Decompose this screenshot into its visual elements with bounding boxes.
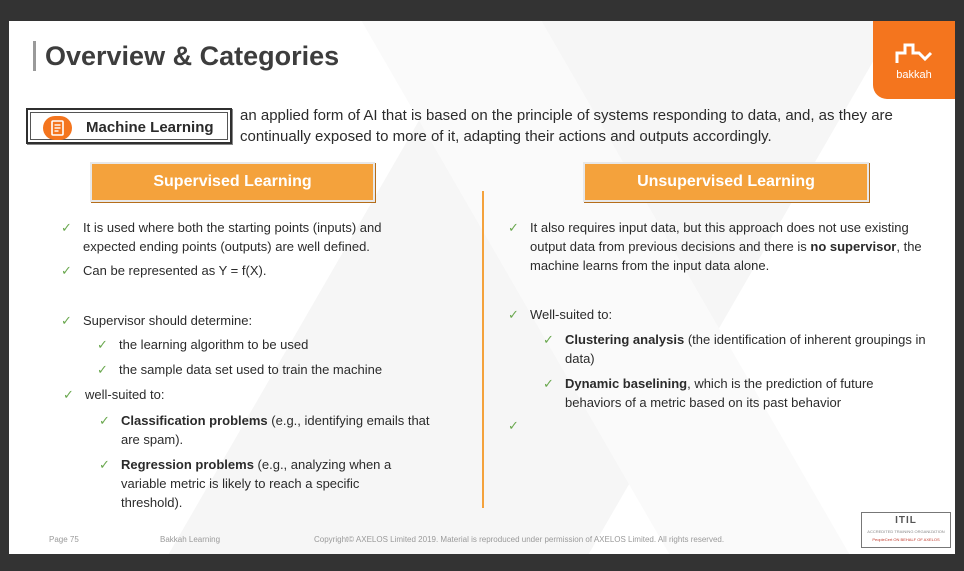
check-icon: ✓ xyxy=(508,220,519,235)
list-item: the learning algorithm to be used xyxy=(119,337,309,352)
bakkah-logo-icon xyxy=(895,39,933,65)
list-item: Dynamic baselining, which is the prediction of future behaviors of a metric based on its past behavior xyxy=(565,376,874,410)
list-item: Clustering analysis (the identification of inherent groupings in data) xyxy=(565,332,926,366)
itil-accreditation-badge xyxy=(861,512,951,548)
document-icon xyxy=(43,116,72,140)
footer-org: Bakkah Learning xyxy=(160,535,221,544)
check-icon: ✓ xyxy=(61,220,72,235)
slide xyxy=(9,21,955,554)
itil-logo: ITIL xyxy=(895,515,917,526)
check-icon: ✓ xyxy=(97,337,108,352)
unsupervised-learning-heading: Unsupervised Learning xyxy=(583,162,869,202)
machine-learning-definition: an applied form of AI that is based on the principle of systems responding to data, and, as they are continually exposed to more of it, adapting their actions and outputs accordingly. xyxy=(240,107,893,145)
list-item: Regression problems (e.g., analyzing when a variable metric is likely to reach a specific threshold). xyxy=(121,457,392,510)
list-item: It also requires input data, but this approach does not use existing output data from previous decisions and there is no supervisor, the machine learns from the input data alone. xyxy=(530,220,922,273)
list-item: It is used where both the starting points (inputs) and expected ending points (outputs) are well defined. xyxy=(83,220,382,254)
bakkah-logo xyxy=(873,21,955,99)
list-item: Well-suited to: xyxy=(530,307,613,322)
itil-badge-text: ACCREDITED TRAINING ORGANIZATION xyxy=(867,529,945,534)
column-divider xyxy=(482,191,484,508)
brand-name: bakkah xyxy=(896,69,932,81)
supervised-learning-heading: Supervised Learning xyxy=(90,162,375,202)
page-title: Overview & Categories xyxy=(33,41,339,71)
list-item: Classification problems (e.g., identifying emails that are spam). xyxy=(121,413,430,447)
check-icon: ✓ xyxy=(543,376,554,391)
footer-copyright: Copyright© AXELOS Limited 2019. Material is reproduced under permission of AXELOS Limited. All rights reserved. xyxy=(314,535,725,544)
list-item: well-suited to: xyxy=(85,387,165,402)
check-icon: ✓ xyxy=(508,418,519,433)
check-icon: ✓ xyxy=(61,313,72,328)
machine-learning-badge xyxy=(26,108,232,144)
check-icon: ✓ xyxy=(99,413,110,428)
machine-learning-label: Machine Learning xyxy=(86,119,214,136)
check-icon: ✓ xyxy=(99,457,110,472)
check-icon: ✓ xyxy=(543,332,554,347)
check-icon: ✓ xyxy=(63,387,74,402)
page-number: Page 75 xyxy=(49,535,79,544)
list-item: the sample data set used to train the machine xyxy=(119,362,383,377)
check-icon: ✓ xyxy=(508,307,519,322)
check-icon: ✓ xyxy=(61,263,72,278)
list-item: Supervisor should determine: xyxy=(83,313,253,328)
check-icon: ✓ xyxy=(97,362,108,377)
list-item: Can be represented as Y = f(X). xyxy=(83,263,267,278)
itil-badge-text: PeopleCert ON BEHALF OF AXELOS xyxy=(872,537,940,542)
